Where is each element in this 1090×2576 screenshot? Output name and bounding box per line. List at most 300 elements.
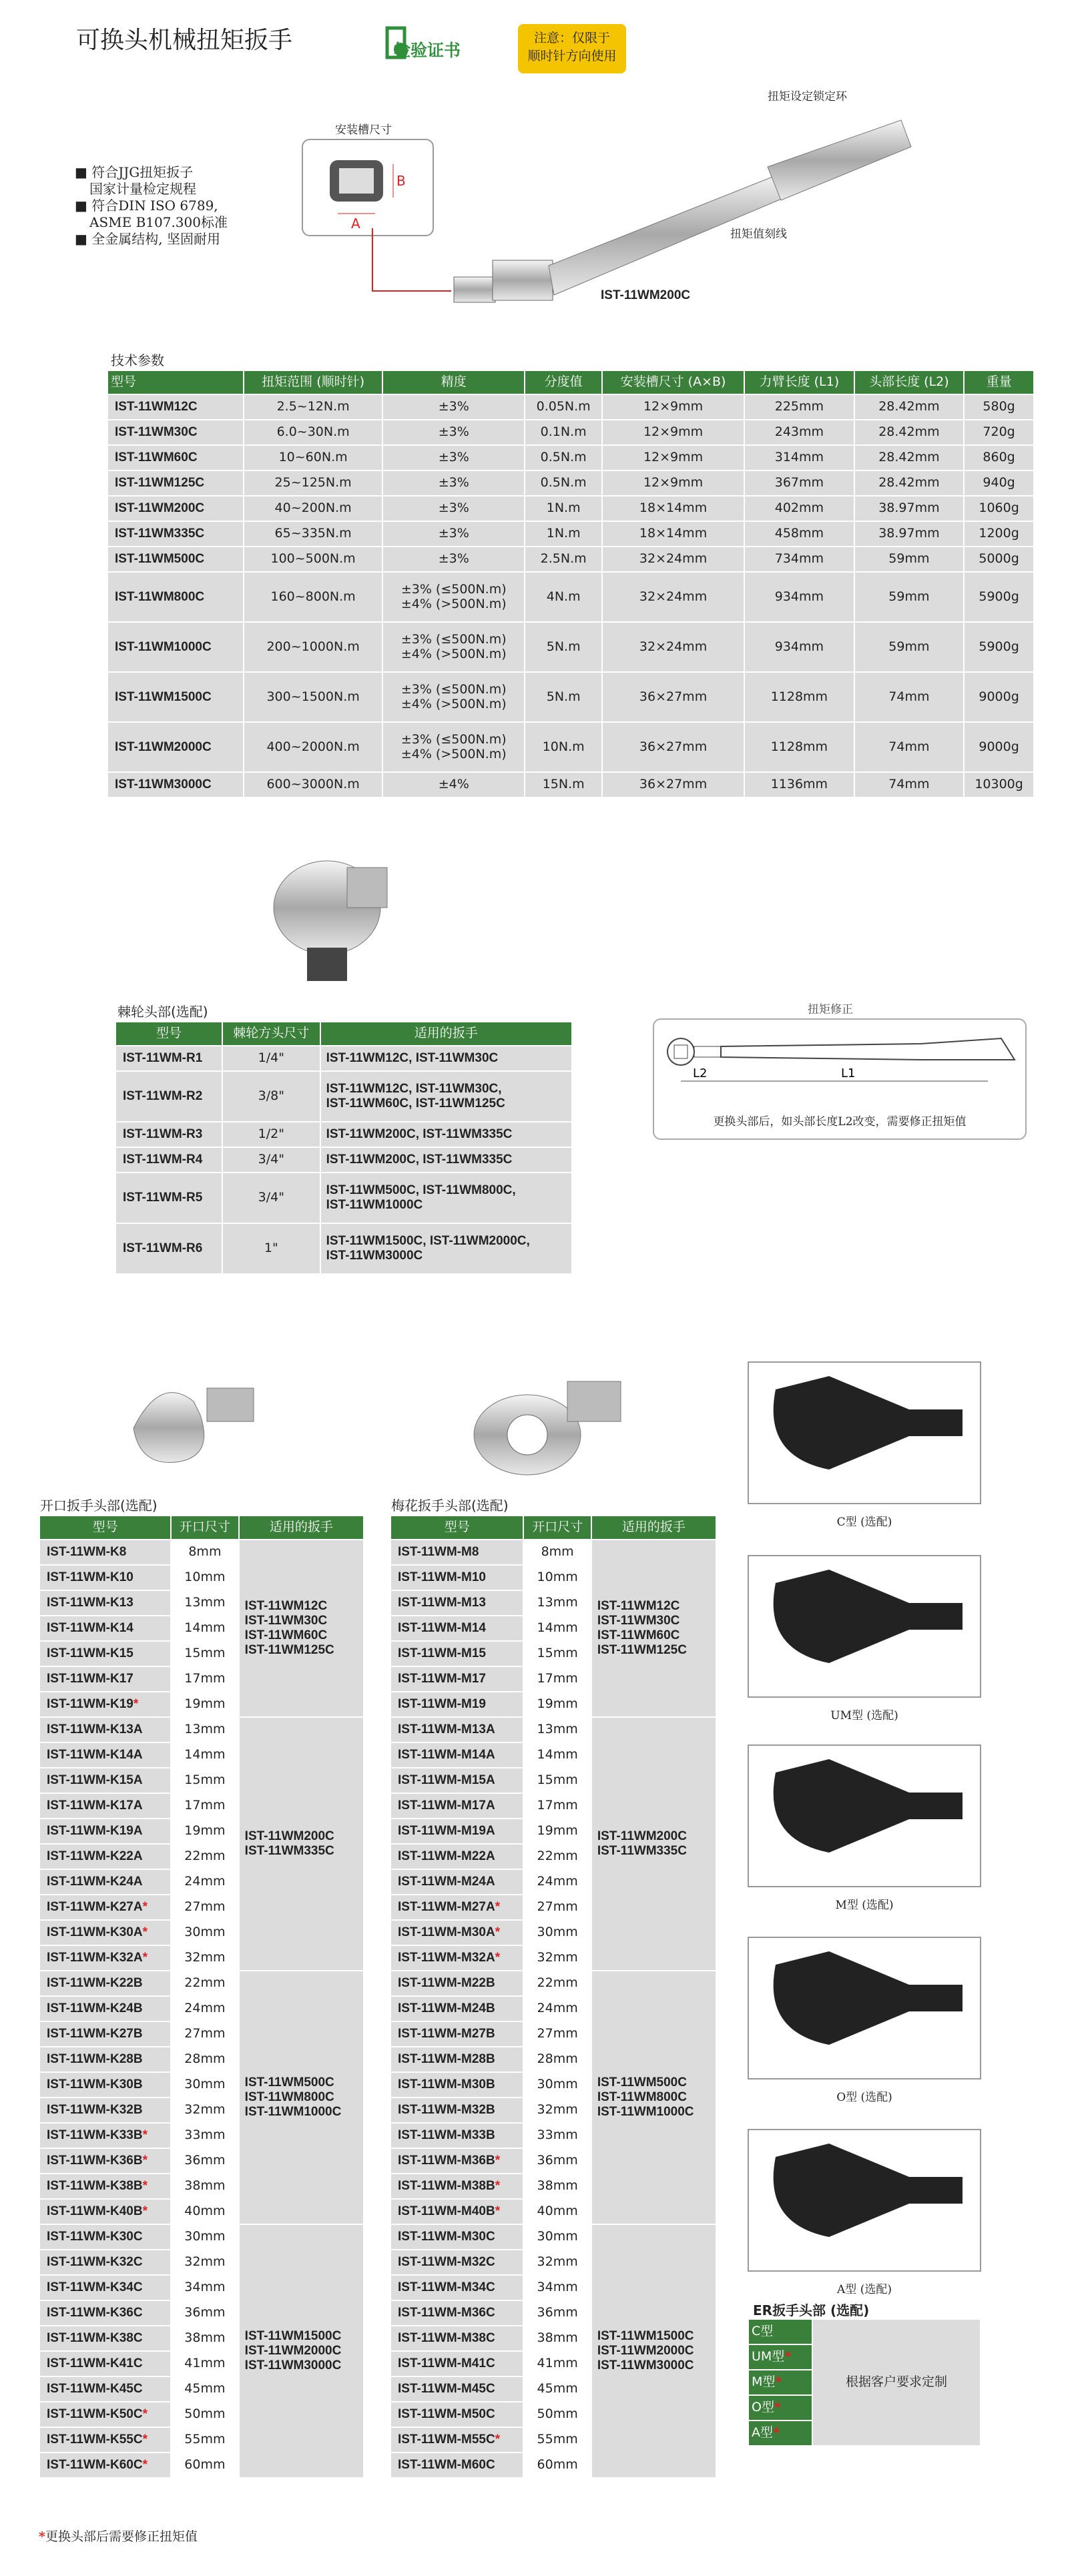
- table-row: [107, 572, 1034, 622]
- model-cell: IST-11WM-K27A*: [39, 1895, 171, 1920]
- table-cell: 22mm: [171, 1971, 239, 1996]
- table-cell: 5N.m: [525, 622, 602, 672]
- feature-1b: 国家计量检定规程: [89, 181, 196, 197]
- hook-head-label: O型 (选配): [836, 2091, 892, 2104]
- table-cell: 22mm: [171, 1844, 239, 1869]
- model-cell: IST-11WM-R2: [115, 1071, 222, 1122]
- table-cell: 36mm: [523, 2300, 591, 2326]
- column-header: 型号: [39, 1516, 171, 1540]
- ring-title: 梅花扳手头部(选配): [391, 1498, 509, 1514]
- hook-head-label: M型 (选配): [835, 1899, 894, 1912]
- slot-icon: [303, 140, 433, 235]
- table-cell: 314mm: [744, 445, 854, 470]
- table-cell: 24mm: [523, 1996, 591, 2021]
- model-cell: IST-11WM60C: [107, 445, 244, 470]
- notice-line2: 顺时针方向使用: [527, 49, 617, 63]
- table-cell: 12×9mm: [602, 420, 744, 445]
- model-cell: IST-11WM-K60C*: [39, 2453, 171, 2478]
- model-cell: IST-11WM-M27B: [390, 2021, 523, 2047]
- model-cell: IST-11WM-K17: [39, 1666, 171, 1692]
- feature-2b: ASME B107.300标准: [89, 214, 228, 230]
- hook-head-3: [748, 1937, 981, 2079]
- table-cell: 36×27mm: [602, 772, 744, 797]
- model-cell: IST-11WM-K38C: [39, 2326, 171, 2351]
- table-cell: 32mm: [171, 2098, 239, 2123]
- model-cell: IST-11WM-M41C: [390, 2351, 523, 2376]
- hook-head-0: [748, 1361, 981, 1504]
- accuracy-cell: ±3% (≤500N.m) ±4% (>500N.m): [382, 622, 525, 672]
- table-cell: 38mm: [523, 2174, 591, 2199]
- table-cell: 24mm: [171, 1869, 239, 1895]
- column-header: 头部长度 (L2): [854, 370, 965, 394]
- model-cell: IST-11WM-K24B: [39, 1996, 171, 2021]
- table-cell: 38.97mm: [854, 521, 965, 547]
- column-header: 力臂长度 (L1): [744, 370, 854, 394]
- model-cell: IST-11WM-M13: [390, 1590, 523, 1616]
- model-cell: IST-11WM-K30B: [39, 2072, 171, 2098]
- table-cell: 30mm: [523, 1920, 591, 1945]
- table-cell: 13mm: [171, 1590, 239, 1616]
- model-cell: IST-11WM-M60C: [390, 2453, 523, 2478]
- model-cell: IST-11WM-K19A: [39, 1819, 171, 1844]
- lock-ring-label: 扭矩设定锁定环: [768, 90, 847, 103]
- table-row: [107, 672, 1034, 722]
- table-cell: 32×24mm: [602, 622, 744, 672]
- model-cell: IST-11WM-M19A: [390, 1819, 523, 1844]
- hook-head-2: [748, 1744, 981, 1887]
- table-cell: 0.5N.m: [525, 470, 602, 496]
- table-cell: 3/8": [222, 1071, 320, 1122]
- table-cell: 12×9mm: [602, 394, 744, 420]
- table-cell: 1128mm: [744, 672, 854, 722]
- table-cell: 34mm: [523, 2275, 591, 2300]
- feature-list: [75, 164, 228, 248]
- er-type: A型*: [748, 2421, 812, 2446]
- ratchet-title: 棘轮头部(选配): [117, 1004, 208, 1020]
- table-cell: 3/4": [222, 1173, 320, 1223]
- model-cell: IST-11WM-R1: [115, 1046, 222, 1071]
- column-header: 安装槽尺寸 (A×B): [602, 370, 744, 394]
- table-cell: 10mm: [523, 1565, 591, 1590]
- column-header: 棘轮方头尺寸: [222, 1022, 320, 1046]
- table-cell: 402mm: [744, 496, 854, 521]
- table-cell: 38mm: [171, 2174, 239, 2199]
- hook-head-label: UM型 (选配): [830, 1709, 898, 1722]
- model-cell: IST-11WM-K30C: [39, 2224, 171, 2250]
- hook-head-4: [748, 2129, 981, 2272]
- er-table: [748, 2318, 981, 2447]
- apply-cell: IST-11WM12C IST-11WM30C IST-11WM60C IST-11WM125C: [239, 1540, 364, 1717]
- table-cell: 28.42mm: [854, 445, 965, 470]
- table-cell: 59mm: [854, 622, 965, 672]
- apply-cell: IST-11WM200C IST-11WM335C: [591, 1717, 716, 1971]
- torque-wrench-image: [434, 100, 928, 320]
- model-cell: IST-11WM-M22A: [390, 1844, 523, 1869]
- table-cell: 55mm: [523, 2427, 591, 2453]
- table-cell: 100~500N.m: [244, 547, 382, 572]
- accuracy-cell: ±3%: [382, 420, 525, 445]
- table-cell: 32mm: [171, 2250, 239, 2275]
- model-cell: IST-11WM335C: [107, 521, 244, 547]
- table-cell: 36×27mm: [602, 672, 744, 722]
- model-cell: IST-11WM-M32C: [390, 2250, 523, 2275]
- table-cell: 14mm: [171, 1616, 239, 1641]
- slot-drawing: [302, 139, 434, 236]
- correction-note: 更换头部后，如头部长度L2改变，需要修正扭矩值: [713, 1115, 967, 1129]
- table-cell: 19mm: [523, 1692, 591, 1717]
- er-type: M型*: [748, 2370, 812, 2395]
- table-cell: 22mm: [523, 1971, 591, 1996]
- table-row: [107, 521, 1034, 547]
- table-cell: 30mm: [171, 2224, 239, 2250]
- table-cell: 24mm: [171, 1996, 239, 2021]
- model-cell: IST-11WM-K36B*: [39, 2148, 171, 2174]
- table-cell: 28mm: [171, 2047, 239, 2072]
- accuracy-cell: ±4%: [382, 772, 525, 797]
- table-cell: 60mm: [171, 2453, 239, 2478]
- table-cell: 225mm: [744, 394, 854, 420]
- apply-cell: IST-11WM12C, IST-11WM30C: [320, 1046, 572, 1071]
- model-cell: IST-11WM200C: [107, 496, 244, 521]
- table-cell: 32×24mm: [602, 547, 744, 572]
- table-cell: 25~125N.m: [244, 470, 382, 496]
- table-cell: 33mm: [523, 2123, 591, 2148]
- model-cell: IST-11WM-K22A: [39, 1844, 171, 1869]
- table-cell: 41mm: [171, 2351, 239, 2376]
- svg-text:B: B: [396, 173, 406, 189]
- feature-1: ■ 符合JJG扭矩扳子: [75, 164, 194, 180]
- table-cell: 160~800N.m: [244, 572, 382, 622]
- column-header: 开口尺寸: [523, 1516, 591, 1540]
- accuracy-cell: ±3%: [382, 496, 525, 521]
- column-header: 适用的扳手: [239, 1516, 364, 1540]
- apply-cell: IST-11WM1500C IST-11WM2000C IST-11WM3000C: [591, 2224, 716, 2478]
- table-cell: 28.42mm: [854, 420, 965, 445]
- table-cell: 15mm: [171, 1641, 239, 1666]
- table-cell: 17mm: [171, 1666, 239, 1692]
- table-cell: 15mm: [171, 1768, 239, 1793]
- model-cell: IST-11WM-K30A*: [39, 1920, 171, 1945]
- table-cell: 934mm: [744, 622, 854, 672]
- accuracy-cell: ±3%: [382, 394, 525, 420]
- feature-3: ■ 全金属结构, 坚固耐用: [75, 231, 220, 247]
- table-row: [107, 622, 1034, 672]
- model-cell: IST-11WM-M40B*: [390, 2199, 523, 2224]
- table-cell: 0.1N.m: [525, 420, 602, 445]
- table-row: [39, 2224, 364, 2250]
- table-cell: 15mm: [523, 1768, 591, 1793]
- table-cell: 10~60N.m: [244, 445, 382, 470]
- er-type: C型: [748, 2319, 812, 2344]
- table-row: [107, 470, 1034, 496]
- open-end-head-image: [120, 1361, 274, 1482]
- slot-size-label: 安装槽尺寸: [335, 123, 392, 137]
- table-cell: 243mm: [744, 420, 854, 445]
- model-cell: IST-11WM1000C: [107, 622, 244, 672]
- hook-head-label: C型 (选配): [836, 1516, 892, 1529]
- model-cell: IST-11WM30C: [107, 420, 244, 445]
- model-cell: IST-11WM-K32C: [39, 2250, 171, 2275]
- model-cell: IST-11WM125C: [107, 470, 244, 496]
- table-cell: 2.5~12N.m: [244, 394, 382, 420]
- table-cell: 720g: [964, 420, 1034, 445]
- model-cell: IST-11WM-K32A*: [39, 1945, 171, 1971]
- hook-head-1: [748, 1555, 981, 1698]
- table-cell: 5000g: [964, 547, 1034, 572]
- table-cell: 32mm: [523, 2250, 591, 2275]
- table-cell: 5900g: [964, 572, 1034, 622]
- apply-cell: IST-11WM1500C IST-11WM2000C IST-11WM3000C: [239, 2224, 364, 2478]
- apply-cell: IST-11WM1500C, IST-11WM2000C, IST-11WM3000C: [320, 1223, 572, 1274]
- model-cell: IST-11WM-M17A: [390, 1793, 523, 1819]
- table-row: [115, 1071, 572, 1122]
- table-row: [390, 1971, 716, 1996]
- table-row: [115, 1046, 572, 1071]
- table-cell: 41mm: [523, 2351, 591, 2376]
- model-cell: IST-11WM-M30B: [390, 2072, 523, 2098]
- column-header: 开口尺寸: [171, 1516, 239, 1540]
- table-row: [107, 772, 1034, 797]
- cert-logo: [382, 25, 475, 63]
- accuracy-cell: ±3%: [382, 521, 525, 547]
- model-cell: IST-11WM-K38B*: [39, 2174, 171, 2199]
- table-cell: 5900g: [964, 622, 1034, 672]
- table-cell: 40~200N.m: [244, 496, 382, 521]
- model-cell: IST-11WM-K19*: [39, 1692, 171, 1717]
- model-cell: IST-11WM-M15A: [390, 1768, 523, 1793]
- model-cell: IST-11WM-M33B: [390, 2123, 523, 2148]
- model-cell: IST-11WM-K41C: [39, 2351, 171, 2376]
- svg-text:L1: L1: [841, 1066, 856, 1080]
- table-cell: 32mm: [523, 2098, 591, 2123]
- table-cell: 32mm: [523, 1945, 591, 1971]
- model-cell: IST-11WM-M30C: [390, 2224, 523, 2250]
- table-cell: 860g: [964, 445, 1034, 470]
- model-cell: IST-11WM1500C: [107, 672, 244, 722]
- table-cell: 28.42mm: [854, 470, 965, 496]
- table-cell: 934mm: [744, 572, 854, 622]
- er-type: UM型*: [748, 2344, 812, 2370]
- table-cell: 50mm: [171, 2402, 239, 2427]
- table-row: [107, 722, 1034, 772]
- model-cell: IST-11WM-K10: [39, 1565, 171, 1590]
- model-cell: IST-11WM-R6: [115, 1223, 222, 1274]
- table-cell: 14mm: [171, 1742, 239, 1768]
- apply-cell: IST-11WM500C IST-11WM800C IST-11WM1000C: [239, 1971, 364, 2224]
- table-cell: 59mm: [854, 547, 965, 572]
- table-cell: 33mm: [171, 2123, 239, 2148]
- table-cell: 367mm: [744, 470, 854, 496]
- table-cell: 36mm: [171, 2300, 239, 2326]
- table-row: [115, 1147, 572, 1173]
- table-cell: 8mm: [523, 1540, 591, 1565]
- ratchet-head-image: [247, 848, 407, 1001]
- accuracy-cell: ±3% (≤500N.m) ±4% (>500N.m): [382, 722, 525, 772]
- table-row: [39, 1540, 364, 1565]
- model-cell: IST-11WM-M14: [390, 1616, 523, 1641]
- model-cell: IST-11WM-M17: [390, 1666, 523, 1692]
- model-cell: IST-11WM-M13A: [390, 1717, 523, 1742]
- table-cell: 940g: [964, 470, 1034, 496]
- accuracy-cell: ±3%: [382, 470, 525, 496]
- correction-box: [653, 1018, 1027, 1140]
- model-cell: IST-11WM-M55C*: [390, 2427, 523, 2453]
- table-cell: 45mm: [171, 2376, 239, 2402]
- model-cell: IST-11WM-M24B: [390, 1996, 523, 2021]
- column-header: 型号: [107, 370, 244, 394]
- model-cell: IST-11WM800C: [107, 572, 244, 622]
- table-cell: 15mm: [523, 1641, 591, 1666]
- spec-table: [107, 370, 1035, 798]
- ring-table: [390, 1515, 717, 2479]
- table-cell: 36mm: [171, 2148, 239, 2174]
- table-cell: 28mm: [523, 2047, 591, 2072]
- model-cell: IST-11WM-M32A*: [390, 1945, 523, 1971]
- table-row: [107, 496, 1034, 521]
- er-type: O型*: [748, 2395, 812, 2421]
- table-cell: 38mm: [171, 2326, 239, 2351]
- model-cell: IST-11WM-R5: [115, 1173, 222, 1223]
- model-cell: IST-11WM-K17A: [39, 1793, 171, 1819]
- column-header: 型号: [115, 1022, 222, 1046]
- correction-diagram: [654, 1020, 1025, 1100]
- model-cell: IST-11WM-M38C: [390, 2326, 523, 2351]
- model-cell: IST-11WM-M30A*: [390, 1920, 523, 1945]
- table-cell: 30mm: [171, 2072, 239, 2098]
- table-cell: 17mm: [523, 1793, 591, 1819]
- column-header: 适用的扳手: [320, 1022, 572, 1046]
- table-cell: 1060g: [964, 496, 1034, 521]
- table-cell: 2.5N.m: [525, 547, 602, 572]
- table-cell: 38mm: [523, 2326, 591, 2351]
- apply-cell: IST-11WM200C, IST-11WM335C: [320, 1147, 572, 1173]
- model-cell: IST-11WM-K28B: [39, 2047, 171, 2072]
- er-note: 根据客户要求定制: [812, 2319, 981, 2446]
- model-cell: IST-11WM-M45C: [390, 2376, 523, 2402]
- model-cell: IST-11WM-K27B: [39, 2021, 171, 2047]
- table-cell: 27mm: [523, 1895, 591, 1920]
- table-cell: 22mm: [523, 1844, 591, 1869]
- model-cell: IST-11WM-K45C: [39, 2376, 171, 2402]
- apply-cell: IST-11WM200C IST-11WM335C: [239, 1717, 364, 1971]
- table-cell: 38.97mm: [854, 496, 965, 521]
- open-title: 开口扳手头部(选配): [40, 1498, 158, 1514]
- notice-badge: [518, 24, 626, 73]
- table-cell: 4N.m: [525, 572, 602, 622]
- model-cell: IST-11WM-M19: [390, 1692, 523, 1717]
- table-cell: 74mm: [854, 722, 965, 772]
- table-cell: 10300g: [964, 772, 1034, 797]
- model-cell: IST-11WM-M8: [390, 1540, 523, 1565]
- model-cell: IST-11WM-R4: [115, 1147, 222, 1173]
- table-row: [390, 2224, 716, 2250]
- table-row: [115, 1173, 572, 1223]
- table-cell: 8mm: [171, 1540, 239, 1565]
- model-cell: IST-11WM-M38B*: [390, 2174, 523, 2199]
- table-cell: 0.05N.m: [525, 394, 602, 420]
- accuracy-cell: ±3%: [382, 445, 525, 470]
- table-row: [115, 1122, 572, 1147]
- model-cell: IST-11WM500C: [107, 547, 244, 572]
- table-cell: 17mm: [171, 1793, 239, 1819]
- table-cell: 1128mm: [744, 722, 854, 772]
- model-cell: IST-11WM-K15: [39, 1641, 171, 1666]
- table-cell: 74mm: [854, 772, 965, 797]
- model-cell: IST-11WM-K13A: [39, 1717, 171, 1742]
- table-row: [39, 1971, 364, 1996]
- table-cell: 400~2000N.m: [244, 722, 382, 772]
- table-row: [115, 1223, 572, 1274]
- ratchet-table: [115, 1021, 573, 1275]
- table-cell: 60mm: [523, 2453, 591, 2478]
- model-cell: IST-11WM-K8: [39, 1540, 171, 1565]
- table-cell: 10mm: [171, 1565, 239, 1590]
- table-cell: 10N.m: [525, 722, 602, 772]
- table-row: [107, 394, 1034, 420]
- model-cell: IST-11WM-M15: [390, 1641, 523, 1666]
- table-cell: 27mm: [171, 2021, 239, 2047]
- table-row: [390, 1717, 716, 1742]
- table-cell: 13mm: [523, 1590, 591, 1616]
- table-cell: 18×14mm: [602, 496, 744, 521]
- spec-title: 技术参数: [111, 352, 164, 368]
- svg-text:L2: L2: [693, 1066, 708, 1080]
- model-cell: IST-11WM-K33B*: [39, 2123, 171, 2148]
- model-cell: IST-11WM-K13: [39, 1590, 171, 1616]
- table-cell: 74mm: [854, 672, 965, 722]
- table-cell: 580g: [964, 394, 1034, 420]
- model-cell: IST-11WM-K40B*: [39, 2199, 171, 2224]
- table-cell: 45mm: [523, 2376, 591, 2402]
- model-cell: IST-11WM-K15A: [39, 1768, 171, 1793]
- wrench-model-label: IST-11WM200C: [601, 288, 691, 302]
- table-cell: 19mm: [171, 1819, 239, 1844]
- table-row: [107, 547, 1034, 572]
- model-cell: IST-11WM-M14A: [390, 1742, 523, 1768]
- table-cell: 200~1000N.m: [244, 622, 382, 672]
- table-row: [107, 445, 1034, 470]
- column-header: 精度: [382, 370, 525, 394]
- header-row: [107, 370, 1034, 394]
- table-cell: 0.5N.m: [525, 445, 602, 470]
- table-cell: 300~1500N.m: [244, 672, 382, 722]
- column-header: 型号: [390, 1516, 523, 1540]
- model-cell: IST-11WM-M24A: [390, 1869, 523, 1895]
- table-row: [107, 420, 1034, 445]
- accuracy-cell: ±3%: [382, 547, 525, 572]
- table-cell: 30mm: [523, 2224, 591, 2250]
- table-cell: 30mm: [171, 1920, 239, 1945]
- column-header: 适用的扳手: [591, 1516, 716, 1540]
- page-title: 可换头机械扭矩扳手: [76, 27, 293, 54]
- table-cell: 12×9mm: [602, 445, 744, 470]
- table-cell: 40mm: [171, 2199, 239, 2224]
- hook-head-label: A型 (选配): [837, 2283, 892, 2296]
- ring-head-image: [467, 1361, 634, 1488]
- table-cell: 24mm: [523, 1869, 591, 1895]
- table-cell: 9000g: [964, 722, 1034, 772]
- model-cell: IST-11WM-K32B: [39, 2098, 171, 2123]
- notice-line1: 注意：仅限于: [533, 31, 610, 45]
- table-cell: 40mm: [523, 2199, 591, 2224]
- model-cell: IST-11WM-K24A: [39, 1869, 171, 1895]
- apply-cell: IST-11WM500C, IST-11WM800C, IST-11WM1000C: [320, 1173, 572, 1223]
- cert-label: 检验证书: [394, 41, 461, 60]
- table-cell: 59mm: [854, 572, 965, 622]
- table-cell: 600~3000N.m: [244, 772, 382, 797]
- column-header: 扭矩范围 (顺时针): [244, 370, 382, 394]
- er-title: ER扳手头部 (选配): [753, 2302, 870, 2318]
